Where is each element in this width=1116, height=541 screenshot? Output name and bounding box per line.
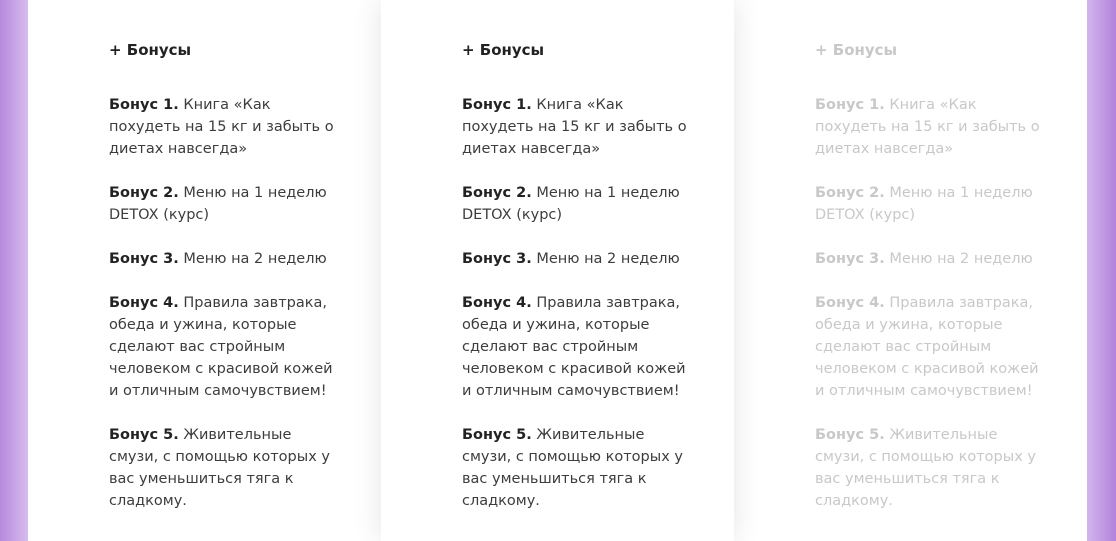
bonus-label: Бонус 2. (462, 185, 532, 201)
bonus-text: Правила завтрака, обеда и ужина, которые сделают вас стройным человеком с красивой кожей и отличным самочувствием! (462, 295, 686, 399)
bonus-text: Живительные смузи, с помощью которых у вас уменьшиться тяга к сладкому. (462, 427, 683, 509)
pricing-card-middle (381, 0, 734, 541)
bonus-label: Бонус 3. (109, 251, 179, 267)
bonus-text: Книга «Как похудеть на 15 кг и забыть о диетах навсегда» (815, 97, 1040, 157)
bonus-heading: + Бонусы (462, 41, 545, 59)
bonus-text: Правила завтрака, обеда и ужина, которые сделают вас стройным человеком с красивой кожей и отличным самочувствием! (109, 295, 333, 399)
bonus-item-4 (815, 292, 1047, 402)
bonus-item-5 (815, 424, 1047, 512)
bonus-label: Бонус 1. (109, 97, 179, 113)
bonus-item-3 (815, 248, 1047, 270)
bonus-text: Живительные смузи, с помощью которых у вас уменьшиться тяга к сладкому. (109, 427, 330, 509)
bonus-item-3 (109, 248, 341, 270)
bonus-label: Бонус 5. (109, 427, 179, 443)
bonus-text: Меню на 1 неделю DETOX (курс) (109, 185, 327, 223)
pricing-card-left (28, 0, 381, 541)
bonus-label: Бонус 4. (815, 295, 885, 311)
bonus-list (815, 94, 1087, 512)
bonus-text: Книга «Как похудеть на 15 кг и забыть о диетах навсегда» (462, 97, 687, 157)
bonus-item-1 (109, 94, 341, 160)
bonus-text: Книга «Как похудеть на 15 кг и забыть о диетах навсегда» (109, 97, 334, 157)
bonus-item-2 (462, 182, 694, 226)
bonus-heading: + Бонусы (109, 41, 192, 59)
bonus-label: Бонус 5. (815, 427, 885, 443)
bonus-item-4 (109, 292, 341, 402)
bonus-label: Бонус 3. (462, 251, 532, 267)
bonus-label: Бонус 2. (109, 185, 179, 201)
bonus-label: Бонус 2. (815, 185, 885, 201)
bonus-item-3 (462, 248, 694, 270)
bonus-item-1 (815, 94, 1047, 160)
bonus-label: Бонус 3. (815, 251, 885, 267)
bonus-list (109, 94, 381, 512)
bonus-label: Бонус 4. (109, 295, 179, 311)
bonus-text: Меню на 2 неделю (178, 251, 327, 267)
bonus-list (462, 94, 734, 512)
bonus-heading: + Бонусы (815, 41, 898, 59)
bonus-label: Бонус 1. (815, 97, 885, 113)
bonus-item-2 (815, 182, 1047, 226)
bonus-item-4 (462, 292, 694, 402)
pricing-columns (28, 0, 1087, 541)
bonus-text: Меню на 1 неделю DETOX (курс) (815, 185, 1033, 223)
bonus-label: Бонус 5. (462, 427, 532, 443)
bonus-item-2 (109, 182, 341, 226)
bonus-item-1 (462, 94, 694, 160)
pricing-card-right (734, 0, 1087, 541)
bonus-label: Бонус 4. (462, 295, 532, 311)
bonus-text: Живительные смузи, с помощью которых у вас уменьшиться тяга к сладкому. (815, 427, 1036, 509)
bonus-text: Меню на 2 неделю (884, 251, 1033, 267)
bonus-text: Меню на 2 неделю (531, 251, 680, 267)
bonus-text: Правила завтрака, обеда и ужина, которые сделают вас стройным человеком с красивой кожей и отличным самочувствием! (815, 295, 1039, 399)
bonus-item-5 (109, 424, 341, 512)
bonus-item-5 (462, 424, 694, 512)
bonus-text: Меню на 1 неделю DETOX (курс) (462, 185, 680, 223)
bonus-label: Бонус 1. (462, 97, 532, 113)
